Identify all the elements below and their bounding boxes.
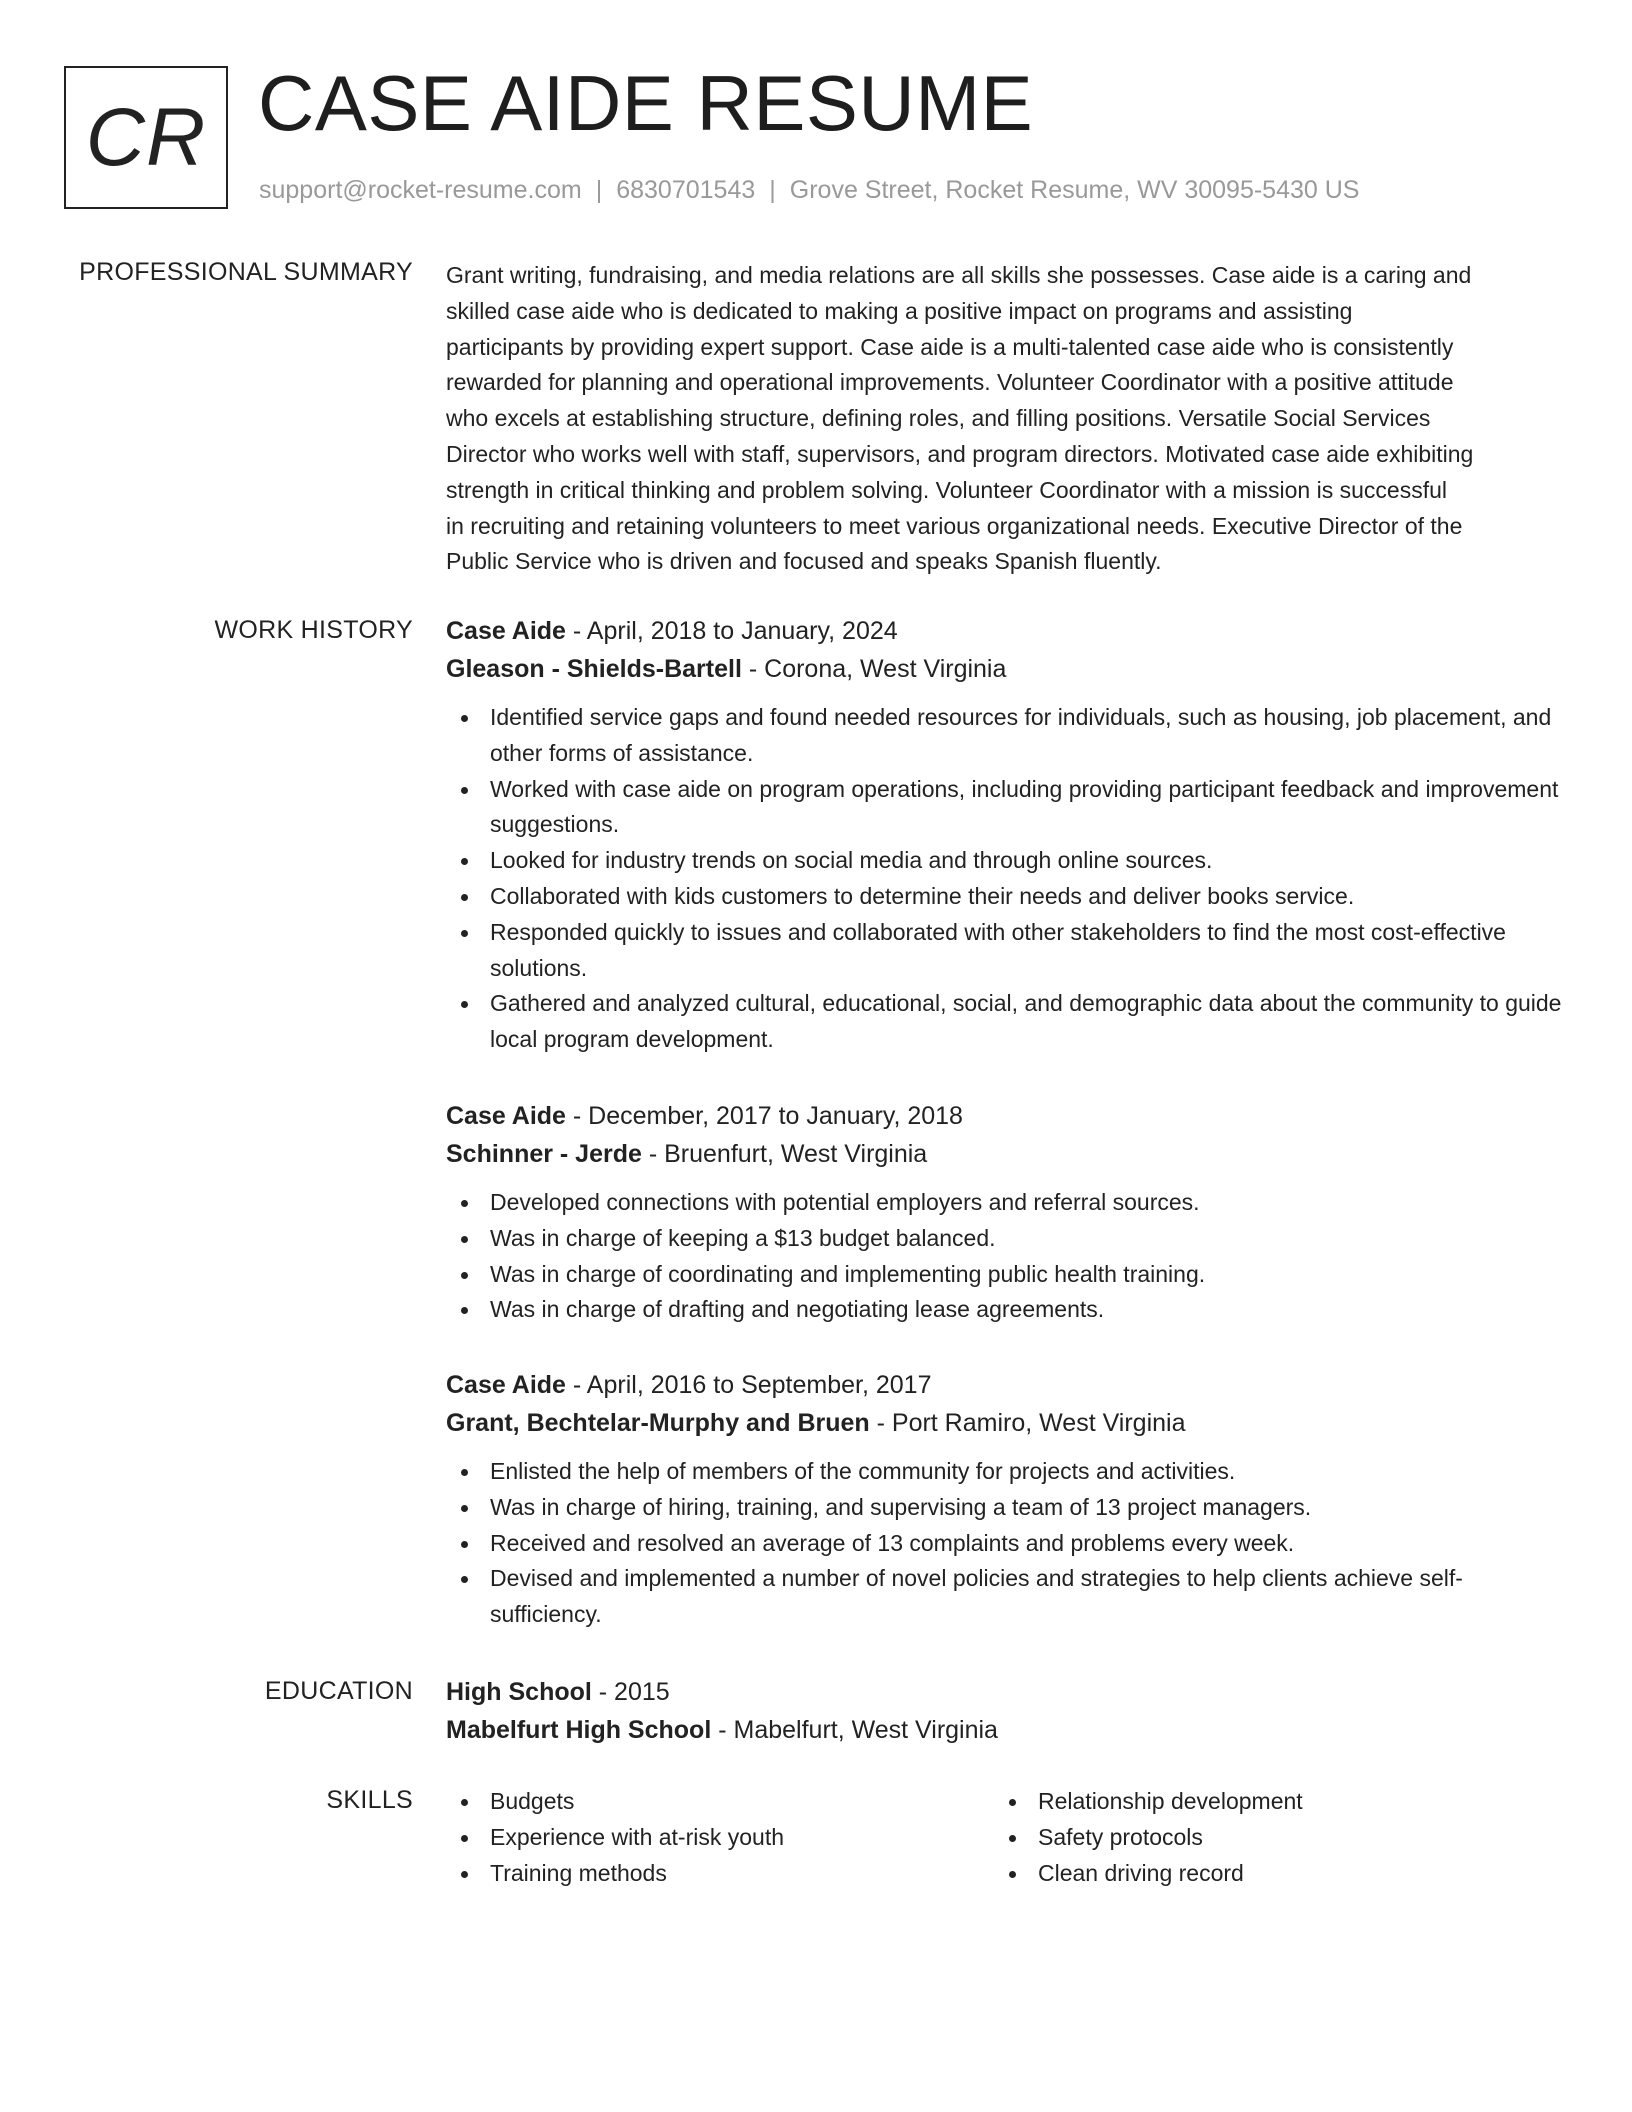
contact-email: support@rocket-resume.com <box>259 176 582 204</box>
job-bullet: Looked for industry trends on social media and through online sources. <box>446 843 1564 879</box>
skills-column-right <box>994 1784 1542 1891</box>
summary-line: Director who works well with staff, supervisors, and program directors. Motivated case aide exhibiting <box>446 440 1474 467</box>
job-bullet: Received and resolved an average of 13 complaints and problems every week. <box>446 1526 1564 1562</box>
job-location: - Corona, West Virginia <box>741 655 1007 683</box>
contact-line <box>259 176 1359 205</box>
education-degree: High School <box>446 1678 592 1706</box>
job-entry <box>446 1366 1564 1633</box>
summary-text <box>446 258 1564 580</box>
section-label-work-history: WORK HISTORY <box>214 616 413 644</box>
job-title: Case Aide <box>446 1371 566 1399</box>
job-bullets <box>446 1185 1564 1328</box>
summary-line: participants by providing expert support. Case aide is a multi-talented case aide who is consistently <box>446 333 1454 360</box>
job-bullet: Developed connections with potential employers and referral sources. <box>446 1185 1564 1221</box>
job-company: Schinner - Jerde <box>446 1140 642 1168</box>
education-location: - Mabelfurt, West Virginia <box>711 1716 998 1744</box>
education-school-line <box>446 1711 1564 1749</box>
job-entry <box>446 1097 1564 1328</box>
job-bullets <box>446 1454 1564 1633</box>
job-org-line <box>446 1404 1564 1442</box>
summary-line: who excels at establishing structure, defining roles, and filling positions. Versatile Social Services <box>446 405 1431 432</box>
job-company: Grant, Bechtelar-Murphy and Bruen <box>446 1409 870 1437</box>
job-bullet: Worked with case aide on program operations, including providing participant feedback and improvement suggestions. <box>446 772 1564 844</box>
education-year: - 2015 <box>591 1678 670 1706</box>
job-bullets <box>446 700 1564 1058</box>
education-entry <box>446 1673 1564 1749</box>
job-dates: - April, 2016 to September, 2017 <box>565 1371 932 1399</box>
contact-separator: | <box>769 176 776 204</box>
job-org-line <box>446 1135 1564 1173</box>
job-bullet: Identified service gaps and found needed resources for individuals, such as housing, job placement, and other forms of assistance. <box>446 700 1564 772</box>
job-bullet: Enlisted the help of members of the community for projects and activities. <box>446 1454 1564 1490</box>
section-label-skills: SKILLS <box>326 1786 413 1814</box>
job-entry <box>446 612 1564 1058</box>
job-org-line <box>446 650 1564 688</box>
job-bullet: Responded quickly to issues and collaborated with other stakeholders to find the most cost-effective solutions. <box>446 915 1564 987</box>
skill-item: Relationship development <box>994 1784 1542 1820</box>
skill-item: Clean driving record <box>994 1856 1542 1892</box>
job-bullet: Collaborated with kids customers to determine their needs and deliver books service. <box>446 879 1564 915</box>
job-location: - Port Ramiro, West Virginia <box>869 1409 1186 1437</box>
skill-item: Training methods <box>446 1856 994 1892</box>
skill-item: Safety protocols <box>994 1820 1542 1856</box>
summary-line: Public Service who is driven and focused and speaks Spanish fluently. <box>446 548 1162 575</box>
job-bullet: Was in charge of drafting and negotiating lease agreements. <box>446 1292 1564 1328</box>
section-label-education: EDUCATION <box>264 1677 413 1705</box>
summary-line: rewarded for planning and operational improvements. Volunteer Coordinator with a positive attitude <box>446 369 1454 396</box>
contact-phone: 6830701543 <box>616 176 756 204</box>
skills-column-left <box>446 1784 994 1891</box>
job-title-line <box>446 1097 1564 1135</box>
contact-address: Grove Street, Rocket Resume, WV 30095-5430 US <box>789 176 1360 204</box>
monogram-badge: CR <box>64 66 228 209</box>
section-label-summary: PROFESSIONAL SUMMARY <box>79 258 413 286</box>
job-bullet: Was in charge of coordinating and implementing public health training. <box>446 1257 1564 1293</box>
job-title: Case Aide <box>446 1102 566 1130</box>
job-location: - Bruenfurt, West Virginia <box>641 1140 928 1168</box>
job-bullet: Gathered and analyzed cultural, educational, social, and demographic data about the community to guide local program development. <box>446 986 1564 1058</box>
contact-separator: | <box>595 176 603 204</box>
job-title-line <box>446 612 1564 650</box>
skills-list <box>446 1784 1564 1891</box>
summary-line: strength in critical thinking and problem solving. Volunteer Coordinator with a mission is successful <box>446 476 1447 503</box>
job-title-line <box>446 1366 1564 1404</box>
education-school: Mabelfurt High School <box>446 1716 712 1744</box>
skill-item: Experience with at-risk youth <box>446 1820 994 1856</box>
job-bullet: Was in charge of hiring, training, and supervising a team of 13 project managers. <box>446 1490 1564 1526</box>
resume-title: CASE AIDE RESUME <box>258 59 1034 147</box>
summary-line: Grant writing, fundraising, and media relations are all skills she possesses. Case aide is a caring and <box>446 262 1472 288</box>
job-title: Case Aide <box>446 617 566 645</box>
summary-line: skilled case aide who is dedicated to making a positive impact on programs and assisting <box>446 297 1353 324</box>
job-dates: - December, 2017 to January, 2018 <box>565 1102 963 1130</box>
job-bullet: Devised and implemented a number of novel policies and strategies to help clients achieve self-sufficiency. <box>446 1561 1564 1633</box>
skill-item: Budgets <box>446 1784 994 1820</box>
job-dates: - April, 2018 to January, 2024 <box>565 617 898 645</box>
summary-line: in recruiting and retaining volunteers to meet various organizational needs. Executive Director of the <box>446 512 1463 539</box>
job-bullet: Was in charge of keeping a $13 budget balanced. <box>446 1221 1564 1257</box>
job-company: Gleason - Shields-Bartell <box>446 655 742 683</box>
education-degree-line <box>446 1673 1564 1711</box>
